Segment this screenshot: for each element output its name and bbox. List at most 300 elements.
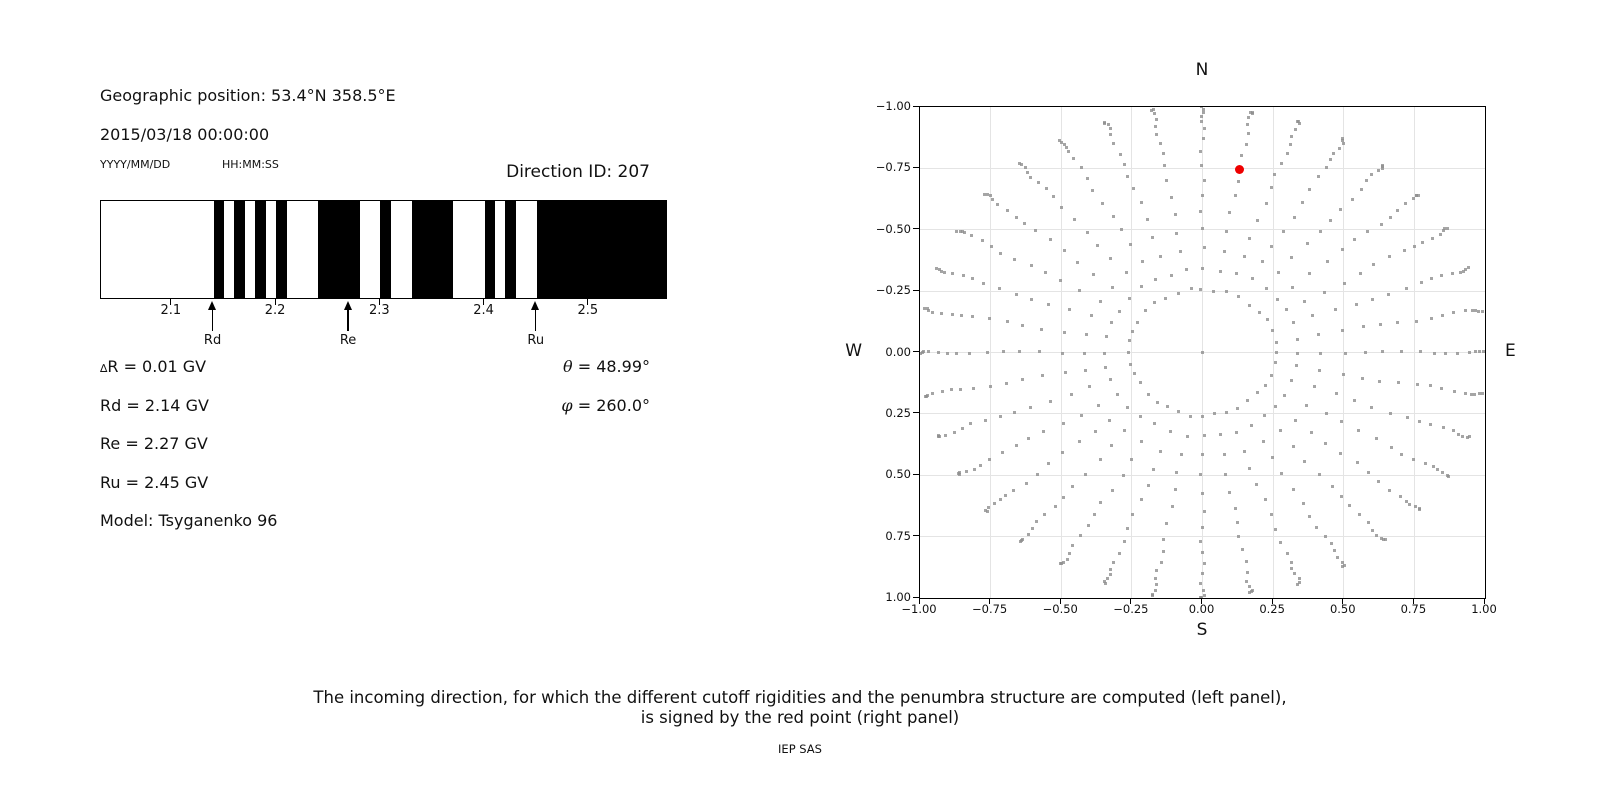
direction-dot bbox=[1271, 456, 1274, 459]
direction-dot bbox=[1139, 415, 1142, 418]
direction-dot bbox=[1094, 430, 1097, 433]
direction-dot bbox=[1228, 211, 1231, 214]
direction-dot bbox=[937, 434, 940, 437]
direction-dot bbox=[927, 350, 930, 353]
direction-dot bbox=[1296, 583, 1299, 586]
direction-dot bbox=[1295, 364, 1298, 367]
direction-dot bbox=[1128, 339, 1131, 342]
direction-dot bbox=[1060, 562, 1063, 565]
direction-dot bbox=[1283, 394, 1286, 397]
direction-dot bbox=[1306, 242, 1309, 245]
direction-dot bbox=[1236, 407, 1239, 410]
direction-dot bbox=[1243, 255, 1246, 258]
direction-dot bbox=[996, 203, 999, 206]
direction-dot bbox=[1245, 143, 1248, 146]
x-tick-label: −0.25 bbox=[1113, 602, 1149, 616]
datetime-text: 2015/03/18 00:00:00 bbox=[100, 125, 270, 144]
direction-dot bbox=[972, 387, 975, 390]
direction-dot bbox=[1353, 238, 1356, 241]
direction-dot bbox=[1289, 143, 1292, 146]
direction-dot bbox=[1247, 116, 1250, 119]
direction-dot bbox=[1310, 431, 1313, 434]
direction-dot bbox=[1464, 309, 1467, 312]
direction-dot bbox=[1270, 186, 1273, 189]
direction-dot bbox=[1084, 473, 1087, 476]
direction-dot bbox=[1160, 561, 1163, 564]
direction-dot bbox=[1372, 263, 1375, 266]
y-axis-tick bbox=[913, 351, 919, 352]
direction-dot bbox=[1280, 472, 1283, 475]
penumbra-x-tick-label: 2.3 bbox=[369, 303, 390, 318]
direction-dot bbox=[1199, 150, 1202, 153]
direction-dot bbox=[1265, 202, 1268, 205]
direction-dot bbox=[1357, 429, 1360, 432]
y-axis-tick bbox=[913, 106, 919, 107]
y-tick-label: −1.00 bbox=[875, 99, 911, 113]
direction-dot bbox=[1457, 433, 1460, 436]
direction-dot bbox=[1118, 310, 1121, 313]
direction-dot bbox=[1452, 311, 1455, 314]
theta-symbol: θ bbox=[562, 357, 573, 376]
direction-dot bbox=[1365, 179, 1368, 182]
direction-dot bbox=[1329, 219, 1332, 222]
theta-value: θ = 48.99° bbox=[562, 357, 650, 376]
y-axis-tick bbox=[913, 167, 919, 168]
direction-dot bbox=[1245, 580, 1248, 583]
direction-dot bbox=[999, 498, 1002, 501]
caption-line-2: is signed by the red point (right panel) bbox=[640, 708, 960, 727]
direction-dot bbox=[931, 311, 934, 314]
direction-dot bbox=[1186, 435, 1189, 438]
direction-dot bbox=[1027, 437, 1030, 440]
direction-dot bbox=[1086, 177, 1089, 180]
direction-dot bbox=[962, 274, 965, 277]
direction-dot bbox=[1396, 209, 1399, 212]
direction-dot bbox=[1319, 352, 1322, 355]
direction-dot bbox=[1412, 197, 1415, 200]
delta-symbol: ∆ bbox=[100, 362, 108, 375]
direction-dot bbox=[1452, 429, 1455, 432]
direction-dot bbox=[1292, 488, 1295, 491]
y-tick-label: 1.00 bbox=[885, 590, 911, 604]
direction-dot bbox=[935, 267, 938, 270]
y-axis-tick bbox=[913, 597, 919, 598]
direction-dot bbox=[1122, 474, 1125, 477]
direction-dot bbox=[1111, 489, 1114, 492]
direction-dot bbox=[1005, 382, 1008, 385]
direction-dot bbox=[990, 245, 993, 248]
direction-dot bbox=[1012, 489, 1015, 492]
direction-dot bbox=[1381, 350, 1384, 353]
direction-dot bbox=[1414, 505, 1417, 508]
direction-dot bbox=[998, 287, 1001, 290]
direction-dot bbox=[1203, 562, 1206, 565]
direction-dot bbox=[1083, 352, 1086, 355]
direction-dot bbox=[1245, 560, 1248, 563]
direction-dot bbox=[1293, 572, 1296, 575]
direction-dot bbox=[1237, 180, 1240, 183]
compass-north-label: N bbox=[1195, 60, 1209, 80]
direction-dot bbox=[1060, 206, 1063, 209]
direction-dot bbox=[1356, 461, 1359, 464]
direction-dot bbox=[1118, 552, 1121, 555]
direction-dot bbox=[1015, 293, 1018, 296]
direction-dot bbox=[1286, 152, 1289, 155]
direction-dot bbox=[1282, 230, 1285, 233]
direction-dot bbox=[1141, 260, 1144, 263]
direction-dot bbox=[1073, 218, 1076, 221]
direction-dot bbox=[1109, 257, 1112, 260]
x-tick-label: 0.50 bbox=[1329, 602, 1356, 616]
direction-dot bbox=[941, 390, 944, 393]
penumbra-allowed-band bbox=[276, 201, 286, 298]
direction-dot bbox=[1378, 380, 1381, 383]
direction-dot bbox=[1341, 329, 1344, 332]
direction-dot bbox=[979, 464, 982, 467]
direction-dot bbox=[1154, 125, 1157, 128]
direction-dot bbox=[1292, 445, 1295, 448]
direction-dot bbox=[1054, 505, 1057, 508]
phi-symbol: φ bbox=[561, 396, 573, 415]
direction-dot bbox=[1326, 260, 1329, 263]
direction-dot bbox=[1123, 540, 1126, 543]
direction-dot bbox=[961, 230, 964, 233]
direction-dot bbox=[1041, 374, 1044, 377]
direction-dot bbox=[1258, 311, 1261, 314]
direction-dot bbox=[1140, 285, 1143, 288]
direction-dot bbox=[1247, 132, 1250, 135]
direction-dot bbox=[1109, 568, 1112, 571]
direction-dot bbox=[1236, 521, 1239, 524]
direction-dot bbox=[1125, 271, 1128, 274]
direction-dot bbox=[1201, 526, 1204, 529]
penumbra-allowed-band bbox=[380, 201, 390, 298]
direction-dot bbox=[1353, 399, 1356, 402]
direction-dot bbox=[1264, 384, 1267, 387]
penumbra-x-tick-label: 2.4 bbox=[473, 303, 494, 318]
direction-dot bbox=[1165, 179, 1168, 182]
direction-dot bbox=[940, 312, 943, 315]
direction-dot bbox=[1067, 150, 1070, 153]
direction-dot bbox=[1021, 378, 1024, 381]
direction-dot bbox=[1213, 412, 1216, 415]
direction-dot bbox=[1339, 452, 1342, 455]
figure-caption bbox=[0, 688, 1600, 756]
direction-dot bbox=[1090, 314, 1093, 317]
direction-dot bbox=[1030, 298, 1033, 301]
cutoff-arrow-label: Rd bbox=[203, 333, 222, 348]
direction-dot bbox=[1006, 320, 1009, 323]
direction-dot bbox=[1382, 538, 1385, 541]
direction-dot bbox=[1330, 542, 1333, 545]
direction-dot bbox=[1313, 385, 1316, 388]
direction-dot bbox=[1273, 173, 1276, 176]
direction-dot bbox=[1420, 281, 1423, 284]
direction-dot bbox=[1018, 162, 1021, 165]
direction-dot bbox=[988, 458, 991, 461]
direction-dot bbox=[1464, 392, 1467, 395]
direction-dot bbox=[1419, 350, 1422, 353]
direction-dot bbox=[1119, 153, 1122, 156]
direction-dot bbox=[1298, 577, 1301, 580]
direction-dot bbox=[1106, 577, 1109, 580]
y-tick-label: 0.00 bbox=[885, 344, 911, 359]
direction-dot bbox=[1323, 291, 1326, 294]
direction-dot bbox=[1080, 166, 1083, 169]
direction-dot bbox=[1240, 154, 1243, 157]
direction-dot bbox=[1467, 266, 1470, 269]
direction-dot bbox=[1101, 202, 1104, 205]
direction-dot bbox=[1285, 308, 1288, 311]
direction-dot bbox=[1023, 222, 1026, 225]
penumbra-allowed-band bbox=[234, 201, 244, 298]
caption-line-1: The incoming direction, for which the different cutoff rigidities and the penumbra structure are computed (left panel), bbox=[313, 688, 1287, 707]
direction-dot bbox=[1370, 173, 1373, 176]
direction-dot bbox=[989, 385, 992, 388]
direction-dot bbox=[1311, 314, 1314, 317]
direction-dot bbox=[1248, 304, 1251, 307]
direction-dot bbox=[1341, 565, 1344, 568]
direction-dot bbox=[1276, 298, 1279, 301]
direction-dot bbox=[1290, 561, 1293, 564]
direction-dot bbox=[1190, 287, 1193, 290]
direction-dot bbox=[1235, 431, 1238, 434]
direction-dot bbox=[1201, 267, 1204, 270]
direction-dot bbox=[993, 502, 996, 505]
y-tick-label: −0.25 bbox=[875, 283, 911, 298]
direction-dot bbox=[1360, 188, 1363, 191]
direction-dot bbox=[1364, 351, 1367, 354]
direction-dot bbox=[1377, 480, 1380, 483]
direction-dot bbox=[1031, 527, 1034, 530]
direction-dot bbox=[1159, 255, 1162, 258]
direction-dot bbox=[1180, 453, 1183, 456]
direction-dot bbox=[1403, 249, 1406, 252]
direction-dot bbox=[1103, 122, 1106, 125]
direction-dot bbox=[1109, 573, 1112, 576]
direction-dot bbox=[1126, 406, 1129, 409]
re-value: Re = 2.27 GV bbox=[100, 434, 208, 453]
direction-dot bbox=[1255, 483, 1258, 486]
direction-dot bbox=[1037, 181, 1040, 184]
direction-dot bbox=[1170, 274, 1173, 277]
direction-dot bbox=[955, 230, 958, 233]
direction-dot bbox=[1177, 292, 1180, 295]
direction-dot bbox=[1063, 249, 1066, 252]
direction-dot bbox=[1388, 489, 1391, 492]
direction-dot bbox=[1128, 297, 1131, 300]
direction-dot bbox=[1013, 258, 1016, 261]
direction-dot bbox=[1371, 529, 1374, 532]
penumbra-allowed-band bbox=[505, 201, 515, 298]
direction-dot bbox=[931, 392, 934, 395]
direction-dot bbox=[1201, 492, 1204, 495]
direction-dot bbox=[1200, 106, 1203, 108]
direction-dot bbox=[1203, 127, 1206, 130]
direction-dot bbox=[1228, 491, 1231, 494]
direction-dot bbox=[1179, 250, 1182, 253]
direction-dot bbox=[999, 415, 1002, 418]
direction-dot bbox=[970, 234, 973, 237]
direction-dot bbox=[1029, 176, 1032, 179]
direction-dot bbox=[1225, 290, 1228, 293]
cutoff-arrow-shaft bbox=[212, 309, 213, 331]
penumbra-allowed-band bbox=[537, 201, 666, 298]
direction-dot bbox=[1405, 500, 1408, 503]
direction-dot bbox=[1248, 591, 1251, 594]
direction-dot bbox=[1153, 422, 1156, 425]
direction-dot bbox=[1151, 594, 1154, 597]
direction-dot bbox=[1318, 473, 1321, 476]
direction-dot bbox=[1078, 440, 1081, 443]
penumbra-allowed-band bbox=[485, 201, 495, 298]
direction-dot bbox=[1250, 424, 1253, 427]
penumbra-allowed-band bbox=[214, 201, 224, 298]
direction-dot bbox=[1076, 261, 1079, 264]
cutoff-arrow-shaft bbox=[347, 309, 348, 331]
direction-dot bbox=[953, 431, 956, 434]
direction-dot bbox=[1389, 216, 1392, 219]
direction-dot bbox=[1092, 273, 1095, 276]
direction-dot bbox=[1418, 508, 1421, 511]
direction-dot bbox=[1381, 164, 1384, 167]
direction-id-label: Direction ID: 207 bbox=[506, 162, 650, 182]
direction-dot bbox=[1461, 435, 1464, 438]
y-axis-tick bbox=[913, 474, 919, 475]
direction-dot bbox=[1202, 589, 1205, 592]
direction-dot bbox=[1375, 534, 1378, 537]
direction-dot bbox=[968, 352, 971, 355]
direction-dot bbox=[1275, 341, 1278, 344]
direction-dot bbox=[1103, 352, 1106, 355]
direction-dot bbox=[991, 198, 994, 201]
direction-dot bbox=[1436, 468, 1439, 471]
direction-dot bbox=[1109, 127, 1112, 130]
direction-dot bbox=[1203, 246, 1206, 249]
direction-dot bbox=[1131, 330, 1134, 333]
direction-dot bbox=[1324, 535, 1327, 538]
direction-dot bbox=[1199, 582, 1202, 585]
direction-dot bbox=[1343, 282, 1346, 285]
direction-dot bbox=[1371, 298, 1374, 301]
direction-dot bbox=[971, 315, 974, 318]
y-tick-label: 0.50 bbox=[885, 467, 911, 482]
direction-dot bbox=[1243, 450, 1246, 453]
direction-dot bbox=[1338, 147, 1341, 150]
direction-dot bbox=[923, 307, 926, 310]
direction-dot bbox=[1097, 404, 1100, 407]
direction-dot bbox=[1159, 450, 1162, 453]
direction-dot bbox=[1396, 321, 1399, 324]
direction-dot bbox=[1447, 475, 1450, 478]
direction-dot bbox=[1430, 317, 1433, 320]
direction-dot bbox=[1155, 118, 1158, 121]
direction-dot bbox=[1318, 369, 1321, 372]
direction-dot bbox=[1415, 320, 1418, 323]
direction-dot bbox=[1389, 412, 1392, 415]
direction-dot bbox=[1317, 175, 1320, 178]
time-format-label: HH:MM:SS bbox=[222, 158, 279, 171]
direction-dot bbox=[1001, 451, 1004, 454]
direction-dot bbox=[1043, 513, 1046, 516]
direction-dot bbox=[1030, 264, 1033, 267]
direction-dot bbox=[1061, 451, 1064, 454]
cutoff-arrow-label: Ru bbox=[527, 333, 545, 348]
direction-dot bbox=[1358, 513, 1361, 516]
direction-dot bbox=[1058, 139, 1061, 142]
direction-dot bbox=[961, 427, 964, 430]
direction-dot bbox=[950, 388, 953, 391]
direction-dot bbox=[1305, 404, 1308, 407]
direction-dot bbox=[1324, 442, 1327, 445]
direction-dot bbox=[1086, 231, 1089, 234]
direction-dot bbox=[1433, 352, 1436, 355]
direction-dot bbox=[1099, 501, 1102, 504]
direction-dot bbox=[1317, 333, 1320, 336]
direction-dot bbox=[1453, 390, 1456, 393]
direction-dot bbox=[965, 470, 968, 473]
direction-dot bbox=[1441, 314, 1444, 317]
direction-dot bbox=[1294, 419, 1297, 422]
x-tick-label: −1.00 bbox=[901, 602, 937, 616]
direction-dot bbox=[1129, 363, 1132, 366]
direction-dot bbox=[1237, 535, 1240, 538]
direction-dot bbox=[1234, 194, 1237, 197]
direction-dot bbox=[1270, 513, 1273, 516]
direction-dot bbox=[1147, 484, 1150, 487]
direction-dot bbox=[1442, 426, 1445, 429]
direction-dot bbox=[1185, 268, 1188, 271]
direction-dot bbox=[1286, 552, 1289, 555]
direction-dot bbox=[1159, 142, 1162, 145]
direction-dot bbox=[1169, 430, 1172, 433]
direction-dot bbox=[1366, 230, 1369, 233]
direction-dot bbox=[1340, 495, 1343, 498]
direction-scatter-plot bbox=[919, 106, 1486, 599]
direction-dot bbox=[1006, 209, 1009, 212]
direction-dot bbox=[1329, 158, 1332, 161]
y-tick-label: 0.75 bbox=[885, 528, 911, 543]
direction-dot bbox=[1219, 270, 1222, 273]
direction-dot bbox=[1342, 373, 1345, 376]
direction-dot bbox=[969, 422, 972, 425]
direction-dot bbox=[1079, 534, 1082, 537]
direction-dot bbox=[1263, 414, 1266, 417]
direction-dot bbox=[1481, 392, 1484, 395]
direction-dot bbox=[1162, 550, 1165, 553]
direction-dot bbox=[1104, 582, 1107, 585]
direction-dot bbox=[1355, 303, 1358, 306]
direction-dot bbox=[1331, 485, 1334, 488]
x-tick-label: −0.75 bbox=[972, 602, 1008, 616]
direction-dot bbox=[1351, 198, 1354, 201]
direction-dot bbox=[1174, 213, 1177, 216]
grid-line-horizontal bbox=[920, 168, 1485, 169]
direction-dot bbox=[1133, 372, 1136, 375]
compass-east-label: E bbox=[1505, 341, 1516, 361]
penumbra-allowed-band bbox=[318, 201, 360, 298]
y-tick-label: 0.25 bbox=[885, 405, 911, 420]
direction-dot bbox=[1296, 352, 1299, 355]
direction-dot bbox=[1153, 112, 1156, 115]
direction-dot bbox=[1246, 399, 1249, 402]
direction-dot bbox=[1029, 406, 1032, 409]
direction-dot bbox=[926, 307, 929, 310]
direction-dot bbox=[937, 351, 940, 354]
direction-dot bbox=[1129, 243, 1132, 246]
direction-dot bbox=[1256, 219, 1259, 222]
direction-dot bbox=[1108, 419, 1111, 422]
